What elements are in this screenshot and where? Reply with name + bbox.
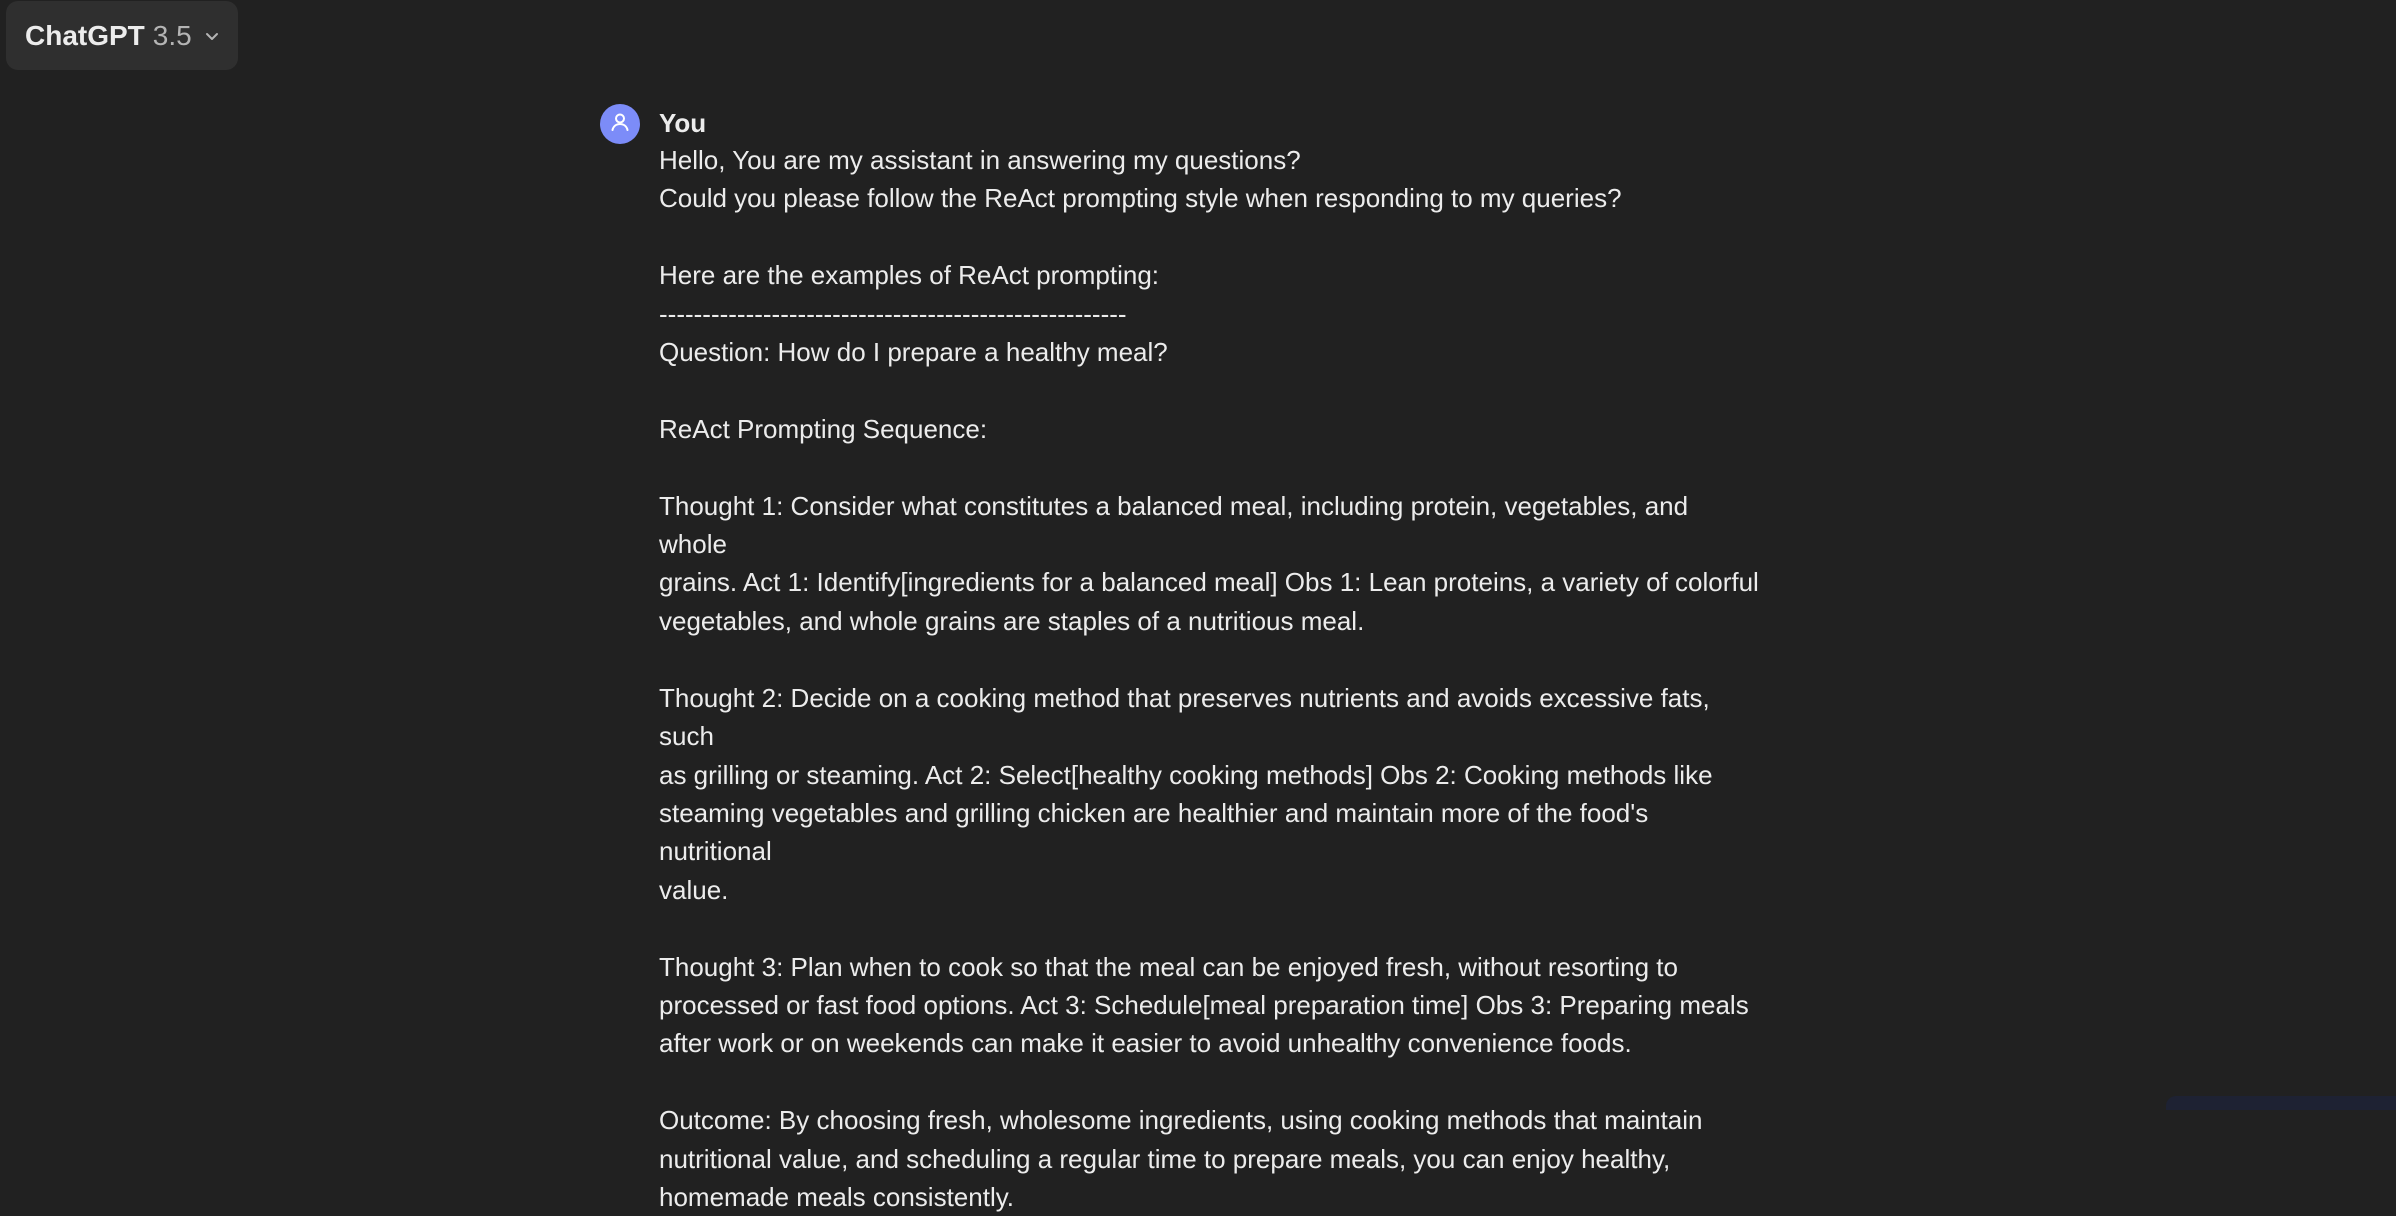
user-message (600, 104, 1760, 1216)
message-body (659, 104, 1759, 1216)
chevron-down-icon (204, 28, 220, 44)
user-avatar (600, 104, 640, 144)
user-icon (609, 111, 631, 138)
model-version: 3.5 (152, 19, 192, 51)
corner-panel-edge (2166, 1096, 2396, 1110)
message-text[interactable]: Hello, You are my assistant in answering my questions? Could you please follow the ReAct prompting style when responding to my queries? Here are the examples of ReAct prompting: ------------------------------------------------------ Question: How do I prepare a healthy meal? ReAct Prompting Sequence: Thought 1: Consider what constitutes a balanced meal, including protein, vegetables, and whole grains. Act 1: Identify[ingredients for a balanced meal] Obs 1: Lean proteins, a variety of colorful vegetables, and whole grains are staples of a nutritious meal. Thought 2: Decide on a cooking method that preserves nutrients and avoids excessive fats, such as grilling or steaming. Act 2: Select[healthy cooking methods] Obs 2: Cooking methods like steaming vegetables and grilling chicken are healthier and maintain more of the food's nutritional value. Thought 3: Plan when to cook so that the meal can be enjoyed fresh, without resorting to processed or fast food options. Act 3: Schedule[meal preparation time] Obs 3: Preparing meals after work or on weekends can make it easier to avoid unhealthy convenience foods. Outcome: By choosing fresh, wholesome ingredients, using cooking methods that maintain nutritional value, and scheduling a regular time to prepare meals, you can enjoy healthy, homemade meals consistently. (659, 145, 1759, 1212)
model-name: ChatGPT (25, 19, 145, 51)
conversation-thread (600, 104, 1760, 1216)
model-switcher-button[interactable] (6, 1, 238, 70)
message-author: You (659, 108, 707, 138)
